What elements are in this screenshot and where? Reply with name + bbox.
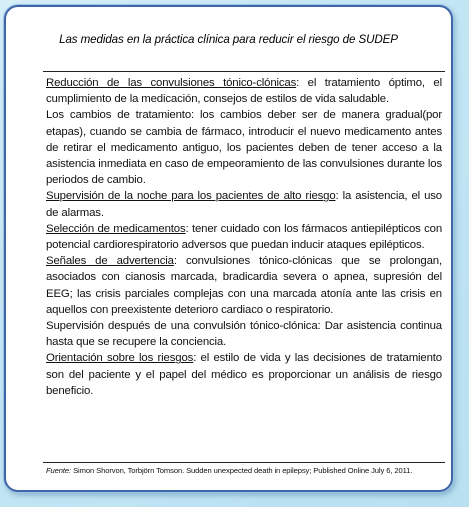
- paragraph-text: : tener cuidado con los fármacos antiepilépticos con potencial cardiorespiratorio adversos que puedan inducir ataques epilépticos.: [46, 222, 442, 252]
- paragraph-heading: Supervisión de la noche para los pacientes de alto riesgo: [46, 190, 336, 203]
- paragraph-text: : la asistencia, el uso de alarmas.: [46, 190, 442, 219]
- paragraph-heading: Selección de medicamentos: [46, 222, 186, 235]
- paragraph-text: Los cambios de tratamiento: los cambios deber ser de manera gradual(por etapas), cuando se cambia de fármaco, introducir el nuevo medicamento antes de retirar el medicamento antiguo, los pacientes deben de tener acceso a la asistencia inmediata en caso de empeoramiento de las convulsiones durante los periodos de cambio.: [46, 109, 442, 187]
- paragraph-risk-guidance: [46, 350, 442, 399]
- bottom-divider: [43, 462, 445, 463]
- paragraph-night-supervision: [46, 188, 442, 220]
- paragraph-seizure-reduction: [46, 75, 442, 107]
- paragraph-heading: Señales de advertencia: [46, 255, 174, 268]
- source-label: Fuente:: [46, 466, 72, 475]
- top-divider: [43, 71, 445, 72]
- source-text: Simon Shorvon, Torbjörn Tomson. Sudden unexpected death in epilepsy; Published Online July 6, 2011.: [71, 466, 413, 475]
- paragraph-treatment-changes: [46, 107, 442, 188]
- paragraph-text: Supervisión después de una convulsión tónico-clónica: Dar asistencia continua hasta que se recupere la conciencia.: [46, 320, 442, 349]
- document-title: Las medidas en la práctica clínica para reducir el riesgo de SUDEP: [59, 33, 398, 46]
- document-panel: [4, 5, 453, 492]
- paragraph-heading: Orientación sobre los riesgos: [46, 352, 194, 365]
- paragraph-post-seizure-supervision: [46, 318, 442, 350]
- source-citation: [46, 466, 442, 475]
- paragraph-medication-selection: [46, 221, 442, 253]
- paragraph-heading: Reducción de las convulsiones tónico-clónicas: [46, 77, 297, 89]
- document-body: [46, 75, 442, 399]
- paragraph-text: : el tratamiento óptimo, el cumplimiento de la medicación, consejos de estilos de vida saludable.: [46, 77, 442, 106]
- paragraph-text: : el estilo de vida y las decisiones de tratamiento son del paciente y el papel del médico es proporcionar un análisis de riesgo beneficio.: [46, 352, 442, 397]
- paragraph-warning-signs: [46, 253, 442, 318]
- paragraph-text: : convulsiones tónico-clónicas que se prolongan, asociados con cianosis marcada, bradicardia severa o apnea, supresión del EEG; las crisis parciales complejas con una marcada atonía ante las crisis en aquellos con preexistente deterioro cardiaco o respiratorio.: [46, 255, 442, 316]
